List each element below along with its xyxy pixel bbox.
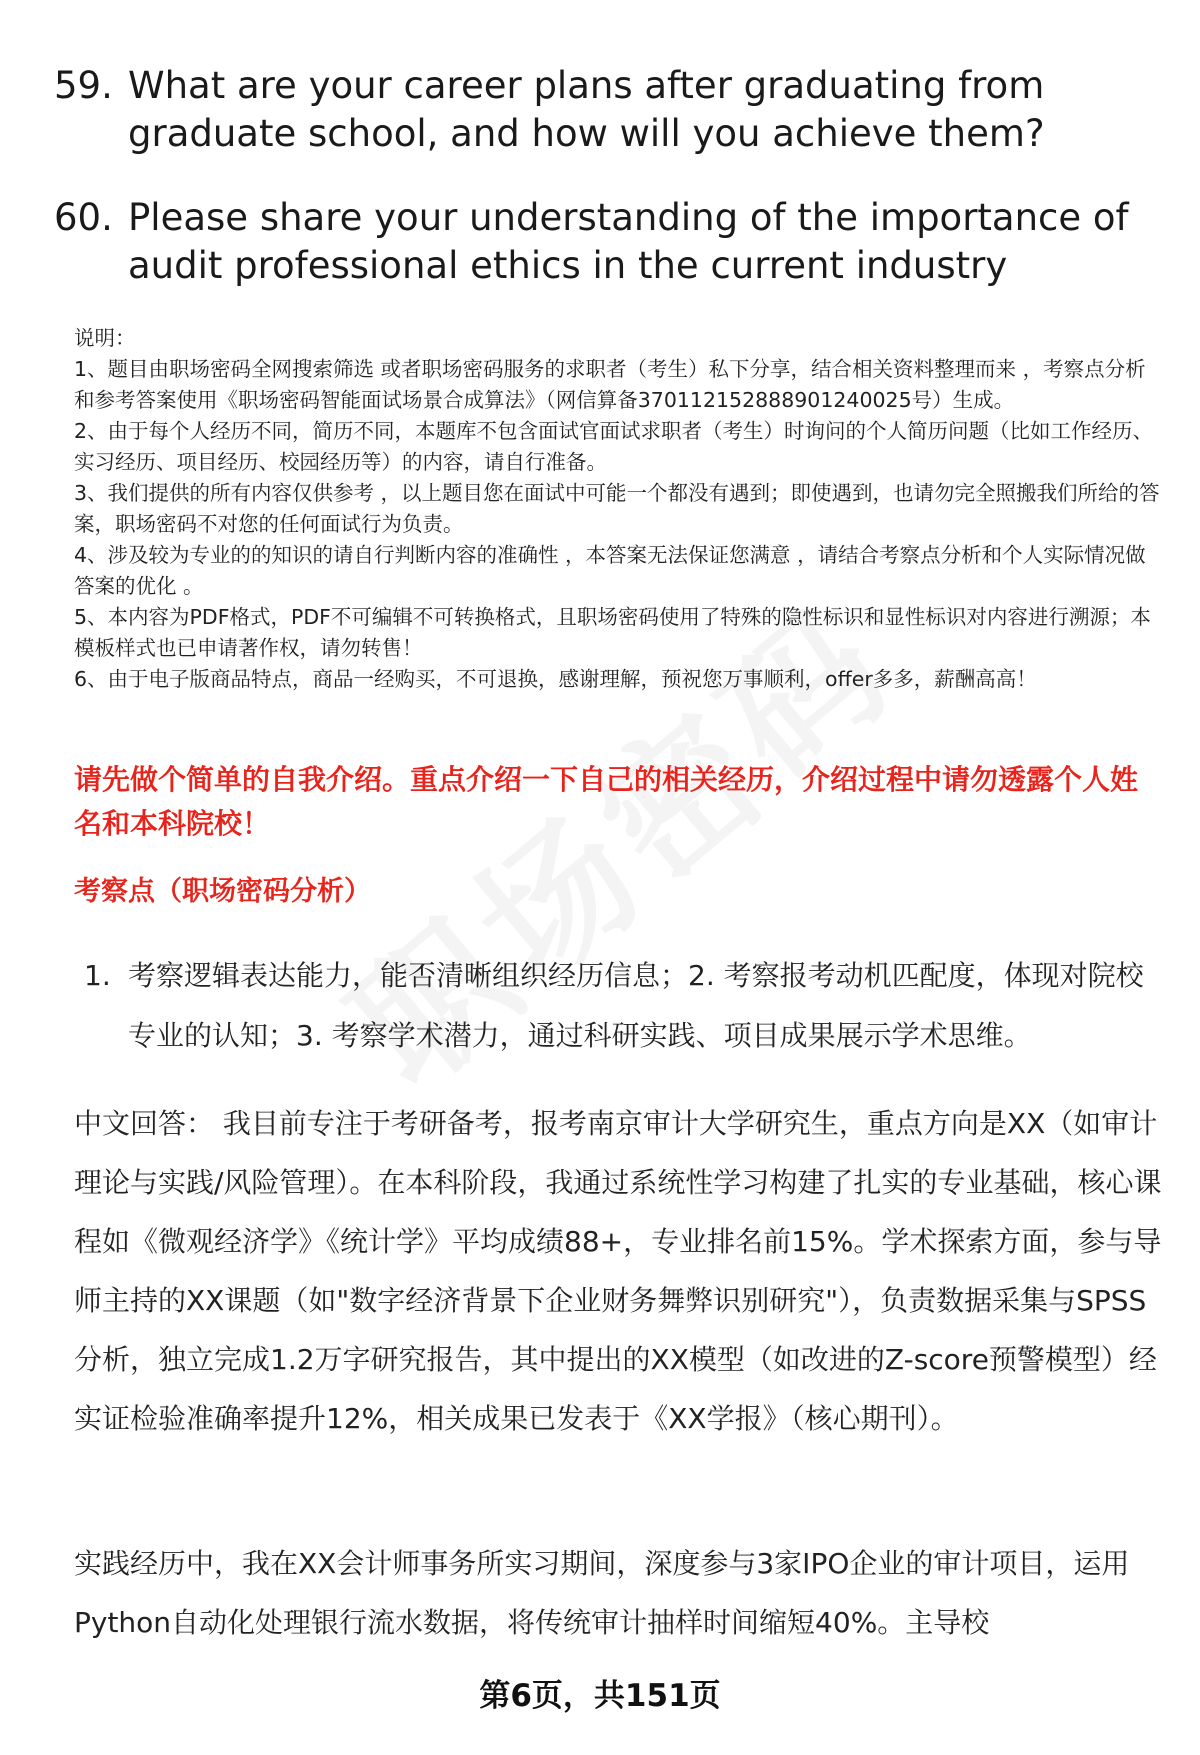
note-item: 5、本内容为PDF格式，PDF不可编辑不可转换格式，且职场密码使用了特殊的隐性标识和显性标识对内容进行溯源；本模板样式也已申请著作权，请勿转售！ (74, 605, 1151, 660)
note-item: 1、题目由职场密码全网搜索筛选 或者职场密码服务的求职者（考生）私下分享，结合相关资料整理而来 ，考察点分析和参考答案使用《职场密码智能面试场景合成算法》（网信算备370112152888901240025号）生成。 (74, 357, 1146, 412)
focus-title: 考察点（职场密码分析） (74, 876, 371, 907)
note-item: 6、由于电子版商品特点，商品一经购买，不可退换，感谢理解，预祝您万事顺利，offer多多，薪酬高高！ (74, 667, 1037, 691)
focus-point-list (84, 946, 1164, 1066)
page-number: 第6页，共151页 (479, 1678, 721, 1714)
question-number: 60. (54, 196, 113, 239)
note-item: 3、我们提供的所有内容仅供参考 ，以上题目您在面试中可能一个都没有遇到；即使遇到，也请勿完全照搬我们所给的答案，职场密码不对您的任何面试行为负责。 (74, 481, 1160, 536)
question-59 (54, 62, 1164, 158)
question-number: 59. (54, 64, 113, 107)
focus-point-text: 考察逻辑表达能力，能否清晰组织经历信息；2. 考察报考动机匹配度，体现对院校专业的认知；3. 考察学术潜力，通过科研实践、项目成果展示学术思维。 (128, 959, 1144, 1052)
note-item: 2、由于每个人经历不同，简历不同，本题库不包含面试官面试求职者（考生）时询问的个人简历问题（比如工作经历、实习经历、项目经历、校园经历等）的内容，请自行准备。 (74, 419, 1154, 474)
disclaimer-notes (74, 323, 1164, 695)
focus-point-number: 1. (84, 959, 111, 992)
answer-paragraph-2: 实践经历中，我在XX会计师事务所实习期间，深度参与3家IPO企业的审计项目，运用Python自动化处理银行流水数据，将传统审计抽样时间缩短40%。主导校 (74, 1547, 1130, 1639)
answer-paragraph-1: 中文回答： 我目前专注于考研备考，报考南京审计大学研究生，重点方向是XX（如审计理论与实践/风险管理）。在本科阶段，我通过系统性学习构建了扎实的专业基础，核心课程如《微观经济学》《统计学》平均成绩88+，专业排名前15%。学术探索方面，参与导师主持的XX课题（如"数字经济背景下企业财务舞弊识别研究"），负责数据采集与SPSS分析，独立完成1.2万字研究报告，其中提出的XX模型（如改进的Z-score预警模型）经实证检验准确率提升12%，相关成果已发表于《XX学报》（核心期刊）。 (74, 1107, 1162, 1435)
question-text: Please share your understanding of the importance of audit professional ethics in the current industry (128, 196, 1129, 287)
notes-title: 说明： (74, 326, 136, 350)
question-text: What are your career plans after graduating from graduate school, and how will you achieve them? (128, 64, 1045, 155)
note-item: 4、涉及较为专业的的知识的请自行判断内容的准确性 ，本答案无法保证您满意 ，请结合考察点分析和个人实际情况做答案的优化 。 (74, 543, 1146, 598)
intro-question: 请先做个简单的自我介绍。重点介绍一下自己的相关经历，介绍过程中请勿透露个人姓名和本科院校！ (74, 763, 1139, 840)
question-60 (54, 194, 1164, 290)
